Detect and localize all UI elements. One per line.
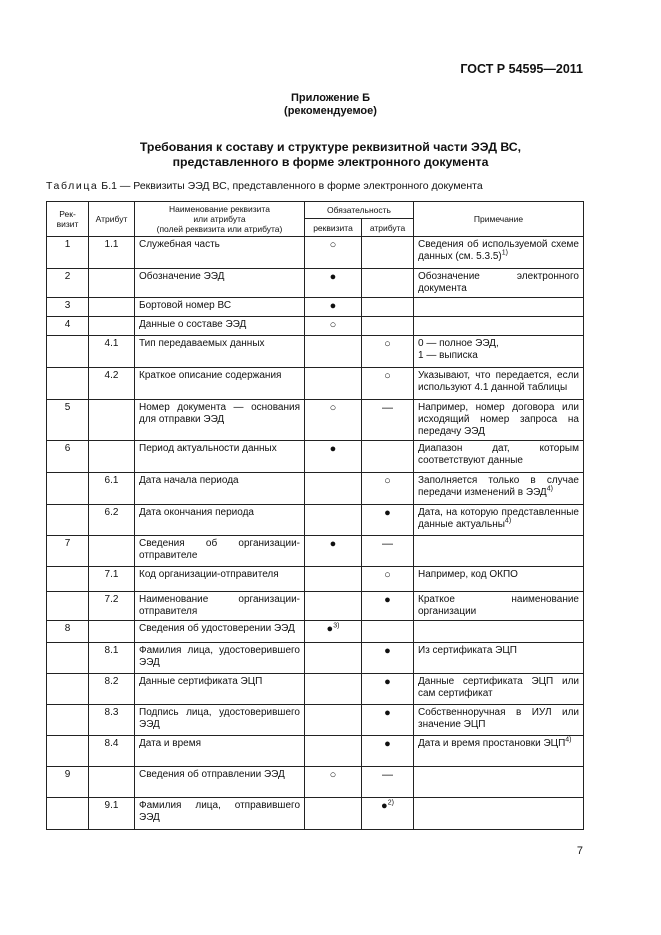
obligatory-requisite-cell <box>305 705 362 736</box>
name-cell <box>135 643 305 674</box>
note-cell <box>414 674 584 705</box>
obligatory-requisite-cell-text: ● <box>329 271 337 283</box>
header-obligatory: Обязательность <box>305 202 414 219</box>
requisite-cell-text: 1 <box>64 239 71 250</box>
attribute-cell <box>89 269 135 298</box>
obligatory-requisite-cell <box>305 736 362 767</box>
obligatory-requisite-cell <box>305 592 362 621</box>
obligatory-requisite-cell <box>305 505 362 536</box>
attribute-cell <box>89 400 135 441</box>
document-code: ГОСТ Р 54595—2011 <box>460 62 583 76</box>
obligatory-requisite-cell <box>305 336 362 368</box>
name-cell-text: Код организации-отправителя <box>139 569 279 580</box>
note-cell <box>414 368 584 400</box>
obligatory-attribute-cell <box>362 269 414 298</box>
name-cell-text: Данные сертификата ЭЦП <box>139 676 263 687</box>
obligatory-attribute-cell-text: — <box>382 538 393 550</box>
attribute-cell-text: 7.1 <box>104 569 119 580</box>
name-cell <box>135 368 305 400</box>
note-cell <box>414 473 584 505</box>
attribute-cell <box>89 473 135 505</box>
obligatory-attribute-cell-text: ● <box>384 594 391 606</box>
name-cell <box>135 237 305 269</box>
obligatory-attribute-cell <box>362 441 414 473</box>
name-cell <box>135 473 305 505</box>
obligatory-requisite-cell-text: ● <box>326 623 334 635</box>
obligatory-attribute-cell <box>362 317 414 336</box>
name-cell-text: Дата и время <box>139 738 202 749</box>
note-cell <box>414 336 584 368</box>
obligatory-attribute-cell <box>362 536 414 567</box>
note-cell-text: Дата и время простановки ЭЦП <box>418 738 566 749</box>
note-cell-text: Сведения об используемой схеме данных (см. 5.3.5) <box>418 239 579 262</box>
obligatory-requisite-cell <box>305 674 362 705</box>
name-cell <box>135 674 305 705</box>
attribute-cell <box>89 536 135 567</box>
obligatory-attribute-cell-text: ● <box>384 645 391 657</box>
requisite-cell-text: 8 <box>64 623 71 634</box>
note-cell <box>414 269 584 298</box>
obligatory-requisite-cell <box>305 798 362 830</box>
obligatory-attribute-cell-text: ● <box>384 707 391 719</box>
requisite-cell-text: 4 <box>64 319 71 330</box>
note-cell-text: Обозначение электронного документа <box>418 271 579 294</box>
header-requisite-line-1: Рек- <box>59 209 76 219</box>
table-row <box>47 336 584 368</box>
note-cell-text: Заполняется только в случае передачи изменений в ЭЭД <box>418 475 579 498</box>
name-cell-text: Бортовой номер ВС <box>139 300 232 311</box>
requisite-cell-text: 7 <box>64 538 71 549</box>
attribute-cell <box>89 298 135 317</box>
note-cell <box>414 705 584 736</box>
requisite-cell <box>47 643 89 674</box>
obligatory-requisite-cell <box>305 473 362 505</box>
name-cell <box>135 567 305 592</box>
note-cell-footnote: 1) <box>501 249 508 257</box>
obligatory-attribute-cell-text: — <box>382 769 393 781</box>
obligatory-requisite-cell <box>305 441 362 473</box>
note-cell <box>414 505 584 536</box>
name-cell <box>135 592 305 621</box>
attribute-cell <box>89 798 135 830</box>
table-caption <box>46 180 483 192</box>
section-title-line-2: представленного в форме электронного документа <box>172 155 489 169</box>
obligatory-attribute-cell-text: ● <box>381 800 388 812</box>
obligatory-attribute-cell <box>362 705 414 736</box>
header-name-line-3: (полей реквизита или атрибута) <box>156 224 283 234</box>
table-row <box>47 767 584 798</box>
obligatory-requisite-cell <box>305 621 362 643</box>
name-cell <box>135 298 305 317</box>
header-name-line-2: или атрибута <box>193 214 246 224</box>
obligatory-attribute-cell <box>362 368 414 400</box>
name-cell-text: Сведения об удостоверении ЭЭД <box>139 623 295 634</box>
note-cell-text: Диапазон дат, которым соответствуют данные <box>418 443 579 466</box>
obligatory-attribute-cell <box>362 400 414 441</box>
obligatory-attribute-cell-text: ○ <box>384 475 391 487</box>
table-row <box>47 473 584 505</box>
attribute-cell <box>89 767 135 798</box>
name-cell <box>135 336 305 368</box>
name-cell-text: Фамилия лица, отправившего ЭЭД <box>139 800 300 823</box>
name-cell <box>135 621 305 643</box>
attribute-cell <box>89 643 135 674</box>
requisite-cell-text: 5 <box>64 402 71 413</box>
attribute-cell <box>89 674 135 705</box>
requisite-cell <box>47 621 89 643</box>
note-cell-text: Указывают, что передается, если используют 4.1 данной таблицы <box>418 370 579 393</box>
note-cell-text: Например, код ОКПО <box>418 569 518 580</box>
note-cell-text: Собственноручная в ИУЛ или значение ЭЦП <box>418 707 579 730</box>
name-cell <box>135 736 305 767</box>
requisite-cell <box>47 237 89 269</box>
obligatory-attribute-cell-text: ● <box>384 738 391 750</box>
note-cell <box>414 441 584 473</box>
attribute-cell-text: 9.1 <box>104 800 119 811</box>
table-row <box>47 317 584 336</box>
name-cell-text: Подпись лица, удостоверившего ЭЭД <box>139 707 300 730</box>
requisite-cell <box>47 298 89 317</box>
name-cell-text: Данные о составе ЭЭД <box>139 319 247 330</box>
header-obligatory-requisite: реквизита <box>305 219 362 237</box>
attribute-cell-text: 8.2 <box>104 676 119 687</box>
attribute-cell <box>89 336 135 368</box>
requisite-cell <box>47 441 89 473</box>
attribute-cell <box>89 621 135 643</box>
obligatory-attribute-cell-footnote: 2) <box>387 799 394 807</box>
name-cell <box>135 441 305 473</box>
header-attribute: Атрибут <box>89 202 135 237</box>
name-cell <box>135 536 305 567</box>
obligatory-attribute-cell <box>362 237 414 269</box>
obligatory-requisite-cell-text: ○ <box>329 769 337 781</box>
table-row <box>47 368 584 400</box>
requisite-cell <box>47 336 89 368</box>
name-cell-text: Номер документа — основания для отправки ЭЭД <box>139 402 300 425</box>
note-cell-text: Дата, на которую представленные данные актуальны <box>418 507 579 530</box>
obligatory-attribute-cell <box>362 767 414 798</box>
table-row <box>47 400 584 441</box>
table-row <box>47 237 584 269</box>
obligatory-requisite-cell-footnote: 3) <box>333 622 340 630</box>
obligatory-attribute-cell <box>362 621 414 643</box>
note-cell <box>414 298 584 317</box>
requisite-cell <box>47 317 89 336</box>
header-name <box>135 202 305 237</box>
name-cell-text: Служебная часть <box>139 239 220 250</box>
obligatory-attribute-cell <box>362 298 414 317</box>
obligatory-attribute-cell-text: ○ <box>384 338 391 350</box>
obligatory-requisite-cell-text: ○ <box>329 402 337 414</box>
note-cell <box>414 592 584 621</box>
obligatory-requisite-cell-text: ○ <box>329 319 337 331</box>
table-row <box>47 592 584 621</box>
obligatory-attribute-cell <box>362 736 414 767</box>
table-row <box>47 643 584 674</box>
appendix-title: Приложение Б <box>290 92 371 104</box>
requisite-cell <box>47 798 89 830</box>
note-cell-footnote: 4) <box>504 517 512 525</box>
attribute-cell <box>89 592 135 621</box>
obligatory-attribute-cell <box>362 592 414 621</box>
requisite-cell <box>47 473 89 505</box>
requisite-cell <box>47 705 89 736</box>
name-cell <box>135 505 305 536</box>
note-cell <box>414 400 584 441</box>
attribute-cell-text: 6.2 <box>104 507 119 518</box>
note-cell-text: 0 — полное ЭЭД, 1 — выписка <box>418 338 499 361</box>
note-cell-text: Краткое наименование организации <box>418 594 579 617</box>
obligatory-requisite-cell <box>305 400 362 441</box>
note-cell <box>414 317 584 336</box>
header-obligatory-attribute: атрибута <box>362 219 414 237</box>
note-cell <box>414 621 584 643</box>
note-cell <box>414 767 584 798</box>
table-caption-text: Б.1 — Реквизиты ЭЭД ВС, представленного в форме электронного документа <box>101 180 483 192</box>
obligatory-attribute-cell-text: — <box>382 402 393 414</box>
name-cell-text: Сведения об отправлении ЭЭД <box>139 769 285 780</box>
obligatory-attribute-cell <box>362 643 414 674</box>
obligatory-requisite-cell <box>305 368 362 400</box>
obligatory-attribute-cell-text: ○ <box>384 370 391 382</box>
obligatory-requisite-cell-text: ● <box>329 300 337 312</box>
name-cell-text: Дата окончания периода <box>139 507 254 518</box>
table-row <box>47 536 584 567</box>
note-cell-text: Например, номер договора или исходящий номер запроса на передачу ЭЭД <box>418 402 579 437</box>
header-name-line-1: Наименование реквизита <box>169 204 270 214</box>
obligatory-attribute-cell <box>362 674 414 705</box>
table-row <box>47 441 584 473</box>
name-cell-text: Сведения об организации-отправителе <box>139 538 300 561</box>
obligatory-requisite-cell-text: ○ <box>329 239 337 251</box>
table-row <box>47 736 584 767</box>
attribute-cell-text: 6.1 <box>104 475 119 486</box>
attribute-cell <box>89 736 135 767</box>
name-cell-text: Тип передаваемых данных <box>139 338 265 349</box>
note-cell-footnote: 4) <box>565 736 572 744</box>
attribute-cell <box>89 368 135 400</box>
obligatory-requisite-cell <box>305 317 362 336</box>
requisite-cell <box>47 592 89 621</box>
attribute-cell-text: 4.2 <box>104 370 119 381</box>
table-row <box>47 621 584 643</box>
requisite-cell-text: 9 <box>64 769 71 780</box>
header-requisite <box>47 202 89 237</box>
attribute-cell-text: 8.3 <box>104 707 119 718</box>
obligatory-requisite-cell <box>305 237 362 269</box>
table-row <box>47 705 584 736</box>
name-cell-text: Обозначение ЭЭД <box>139 271 225 282</box>
attribute-cell-text: 8.4 <box>104 738 119 749</box>
name-cell-text: Фамилия лица, удостоверившего ЭЭД <box>139 645 300 668</box>
obligatory-attribute-cell <box>362 798 414 830</box>
attribute-cell-text: 8.1 <box>104 645 119 656</box>
name-cell-text: Наименование организации-отправителя <box>139 594 300 617</box>
appendix-subtitle: (рекомендуемое) <box>284 105 377 117</box>
obligatory-requisite-cell <box>305 567 362 592</box>
requisite-cell <box>47 368 89 400</box>
obligatory-attribute-cell-text: ● <box>384 676 391 688</box>
requisite-cell <box>47 674 89 705</box>
requisite-cell <box>47 767 89 798</box>
note-cell <box>414 237 584 269</box>
table-row <box>47 269 584 298</box>
note-cell <box>414 736 584 767</box>
note-cell-text: Из сертификата ЭЦП <box>418 645 517 656</box>
attribute-cell-text: 7.2 <box>104 594 119 605</box>
table-row <box>47 567 584 592</box>
requisite-cell <box>47 536 89 567</box>
obligatory-requisite-cell-text: ● <box>329 538 337 550</box>
table-row <box>47 298 584 317</box>
name-cell-text: Период актуальности данных <box>139 443 277 454</box>
requisite-cell <box>47 400 89 441</box>
requisite-cell-text: 6 <box>64 443 71 454</box>
obligatory-requisite-cell <box>305 536 362 567</box>
attribute-cell <box>89 505 135 536</box>
attribute-cell-text: 1.1 <box>104 239 119 250</box>
table-row <box>47 505 584 536</box>
name-cell-text: Дата начала периода <box>139 475 239 486</box>
section-title-line-1: Требования к составу и структуре реквизитной части ЭЭД ВС, <box>139 140 522 154</box>
obligatory-requisite-cell <box>305 767 362 798</box>
name-cell-text: Краткое описание содержания <box>139 370 282 381</box>
note-cell <box>414 643 584 674</box>
note-cell <box>414 536 584 567</box>
name-cell <box>135 798 305 830</box>
name-cell <box>135 767 305 798</box>
attribute-cell-text: 4.1 <box>104 338 119 349</box>
header-note: Примечание <box>414 202 584 237</box>
attribute-cell <box>89 237 135 269</box>
name-cell <box>135 317 305 336</box>
obligatory-requisite-cell <box>305 269 362 298</box>
name-cell <box>135 269 305 298</box>
name-cell <box>135 400 305 441</box>
obligatory-attribute-cell <box>362 567 414 592</box>
attribute-cell <box>89 317 135 336</box>
requisite-cell <box>47 505 89 536</box>
requisite-cell <box>47 269 89 298</box>
obligatory-attribute-cell-text: ● <box>384 507 391 519</box>
attribute-cell <box>89 441 135 473</box>
obligatory-attribute-cell <box>362 505 414 536</box>
obligatory-requisite-cell <box>305 643 362 674</box>
requisite-cell-text: 3 <box>64 300 71 311</box>
requisite-cell <box>47 736 89 767</box>
requisites-table <box>46 201 584 830</box>
table-caption-prefix: Таблица <box>46 180 99 192</box>
header-requisite-line-2: визит <box>56 219 79 229</box>
note-cell-footnote: 4) <box>546 485 553 493</box>
attribute-cell <box>89 705 135 736</box>
table-row <box>47 798 584 830</box>
obligatory-attribute-cell-text: ○ <box>384 569 391 581</box>
note-cell-text: Данные сертификата ЭЦП или сам сертификат <box>418 676 579 699</box>
note-cell <box>414 798 584 830</box>
page-number: 7 <box>576 845 583 857</box>
attribute-cell <box>89 567 135 592</box>
obligatory-attribute-cell <box>362 336 414 368</box>
requisite-cell-text: 2 <box>64 271 71 282</box>
requisite-cell <box>47 567 89 592</box>
name-cell <box>135 705 305 736</box>
obligatory-attribute-cell <box>362 473 414 505</box>
obligatory-requisite-cell <box>305 298 362 317</box>
note-cell <box>414 567 584 592</box>
table-row <box>47 674 584 705</box>
obligatory-requisite-cell-text: ● <box>329 443 337 455</box>
